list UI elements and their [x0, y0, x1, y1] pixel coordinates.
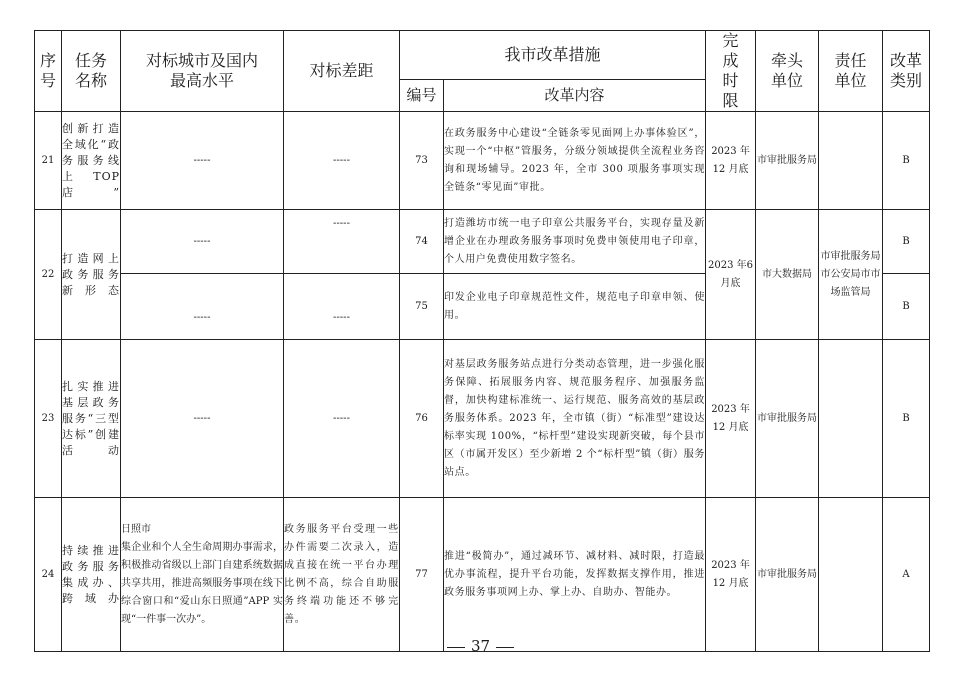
row-measure-no: 75	[400, 274, 444, 340]
row-seq: 21	[35, 112, 62, 210]
row-category: B	[883, 274, 930, 340]
row-gap: -----	[284, 112, 400, 210]
row-category: B	[883, 340, 930, 498]
row-lead-unit: 市审批服务局	[756, 498, 819, 652]
row-category: B	[883, 210, 930, 274]
table-row	[35, 340, 930, 498]
row-deadline: 2023 年6 月底	[706, 210, 756, 340]
row-category: A	[883, 498, 930, 652]
reform-measures-table	[34, 30, 930, 652]
row-benchmark-text: -----	[193, 311, 211, 323]
row-gap: -----	[284, 340, 400, 498]
row-measure-content: 对基层政务服务站点进行分类动态管理，进一步强化服务保障、拓展服务内容、规范服务程序、加强服务监督，加快构建标准统一、运行规范、服务高效的基层政务服务体系。2023 年，全市镇（街）“标准型”建设达标率实现 100%，“标杆型”建设实现新突破，每个县市区（市属开发区）至少新增 2 个“标杆型”镇（街）服务站点。	[444, 340, 706, 498]
page-number-text: 37	[470, 637, 491, 655]
table-row	[35, 112, 930, 210]
row-gap-text: -----	[333, 217, 350, 229]
row-benchmark	[121, 274, 284, 340]
row-gap	[284, 210, 400, 274]
row-measure-content: 打造潍坊市统一电子印章公共服务平台，实现存量及新增企业在办理政务服务事项时免费申领使用电子印章，个人用户免费使用数字签名。	[444, 210, 706, 274]
header-measure-content: 改革内容	[444, 79, 706, 111]
header-benchmark: 对标城市及国内最高水平	[121, 31, 284, 112]
row-seq: 22	[35, 210, 62, 340]
row-benchmark: 日照市 集企业和个人全生命周期办事需求，积极推动省级以上部门自建系统数据共享共用，推进高频服务事项在线下综合窗口和“爱山东日照通”APP 实现“一件事一次办”。	[121, 498, 284, 652]
row-measure-no: 77	[400, 498, 444, 652]
table-row	[35, 498, 930, 652]
header-task: 任务名称	[62, 31, 121, 112]
header-measure-no: 编号	[400, 79, 444, 111]
header-measures: 我市改革措施	[400, 31, 706, 80]
row-benchmark: -----	[121, 112, 284, 210]
row-gap	[284, 274, 400, 340]
page-number	[0, 636, 961, 656]
row-measure-content: 在政务服务中心建设“全链条零见面网上办事体验区”，实现一个“中枢”管服务，分级分领域提供全流程业务咨询和现场辅导。2023 年，全市 300 项服务事项实现全链条“零见面”审批。	[444, 112, 706, 210]
row-lead-unit: 市审批服务局	[756, 112, 819, 210]
row-seq: 23	[35, 340, 62, 498]
row-lead-unit: 市大数据局	[756, 210, 819, 340]
row-seq: 24	[35, 498, 62, 652]
row-resp-unit	[819, 340, 883, 498]
header-lead-unit: 牵头单位	[756, 31, 819, 112]
row-measure-no: 76	[400, 340, 444, 498]
row-measure-content: 印发企业电子印章规范性文件，规范电子印章申领、使用。	[444, 274, 706, 340]
row-measure-content: 推进“极简办”，通过减环节、减材料、减时限，打造最优办事流程，提升平台功能，发挥数据支撑作用，推进政务服务事项网上办、掌上办、自助办、智能办。	[444, 498, 706, 652]
row-measure-no: 73	[400, 112, 444, 210]
row-measure-no: 74	[400, 210, 444, 274]
row-benchmark: -----	[121, 210, 284, 274]
row-gap: 政务服务平台受理一些办件需要二次录入，造成直接在统一平台办理比例不高，综合自助服务终端功能还不够完善。	[284, 498, 400, 652]
table-row	[35, 210, 930, 274]
row-deadline: 2023 年12 月底	[706, 112, 756, 210]
header-category: 改革类别	[883, 31, 930, 112]
row-benchmark: -----	[121, 340, 284, 498]
row-task: 扎实推进基层政务服务“三型达标”创建活动	[62, 340, 121, 498]
header-seq: 序号	[35, 31, 62, 112]
row-category: B	[883, 112, 930, 210]
page-number-rule-left	[447, 647, 465, 648]
row-task: 打造网上政务服务新形态	[62, 210, 121, 340]
row-deadline: 2023 年12 月底	[706, 498, 756, 652]
page-number-rule-right	[496, 647, 514, 648]
row-lead-unit: 市审批服务局	[756, 340, 819, 498]
row-task: 持续推进政务服务集成办、跨域办	[62, 498, 121, 652]
header-gap: 对标差距	[284, 31, 400, 112]
header-deadline: 完成时限	[706, 31, 756, 112]
row-resp-unit	[819, 112, 883, 210]
header-resp-unit: 责任单位	[819, 31, 883, 112]
row-resp-unit: 市审批服务局市公安局市市场监管局	[819, 210, 883, 340]
row-resp-unit	[819, 498, 883, 652]
row-deadline: 2023 年12 月底	[706, 340, 756, 498]
row-gap-text: -----	[333, 311, 350, 323]
row-task: 创新打造全域化“政务服务线上 TOP店”	[62, 112, 121, 210]
